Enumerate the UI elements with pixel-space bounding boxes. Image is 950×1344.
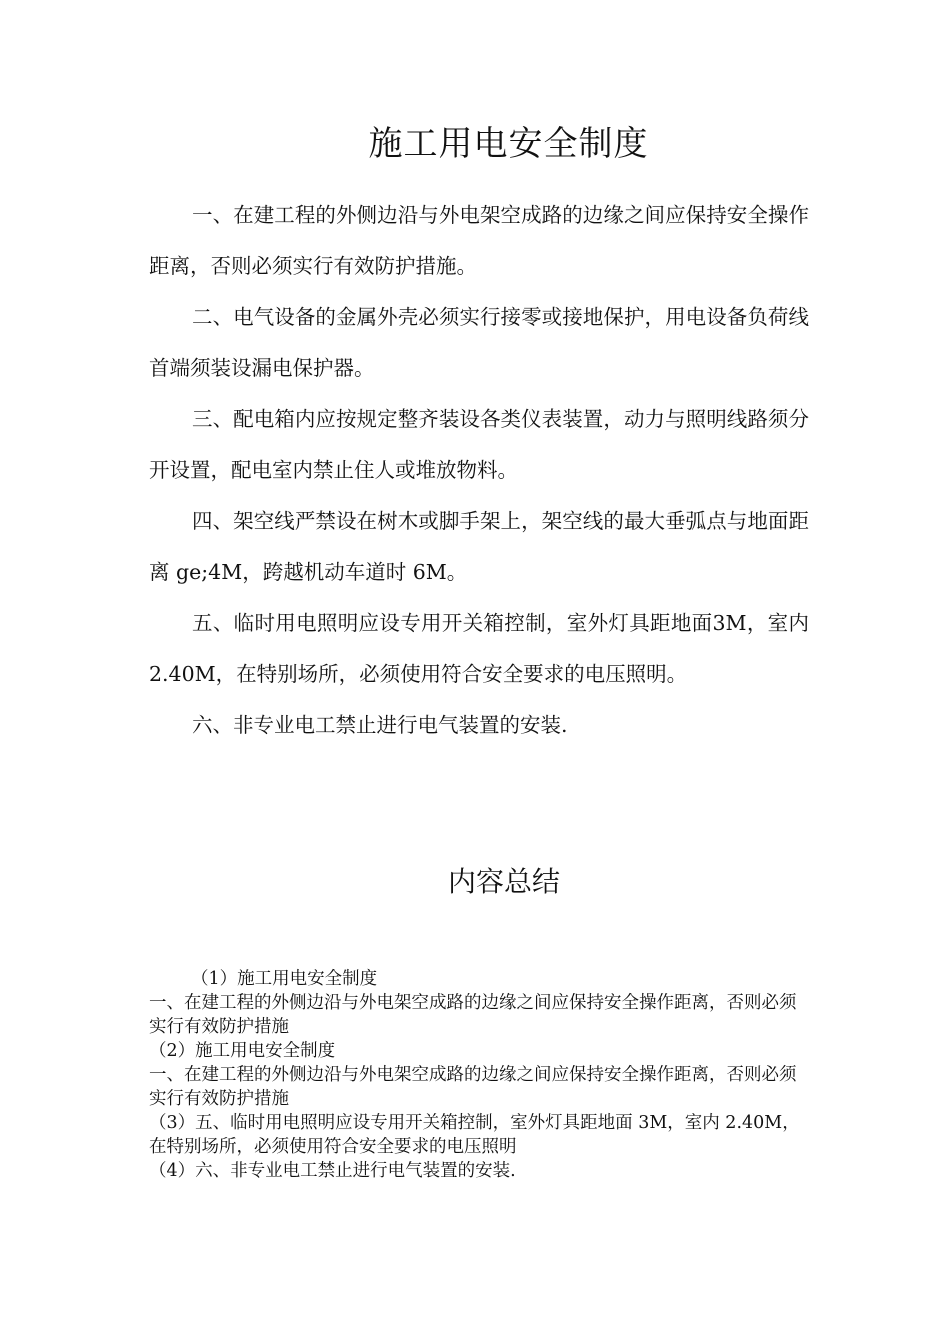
paragraph-1: 一、在建工程的外侧边沿与外电架空成路的边缘之间应保持安全操作距离，否则必须实行有效防护措施。 (149, 203, 809, 278)
page-title: 施工用电安全制度 (368, 124, 649, 164)
paragraph-6: 六、非专业电工禁止进行电气装置的安装. (192, 713, 568, 737)
paragraph-2: 二、电气设备的金属外壳必须实行接零或接地保护，用电设备负荷线首端须装设漏电保护器。 (149, 305, 809, 380)
summary-line-3: （2）施工用电安全制度 (149, 1041, 336, 1061)
summary-line-6: （4）六、非专业电工禁止进行电气装置的安装. (149, 1161, 516, 1181)
paragraph-4: 四、架空线严禁设在树木或脚手架上，架空线的最大垂弧点与地面距离 ge;4M，跨越机动车道时 6M。 (149, 509, 809, 584)
summary-section (149, 967, 809, 1183)
summary-line-1: （1）施工用电安全制度 (191, 969, 378, 989)
paragraph-3: 三、配电箱内应按规定整齐装设各类仪表装置，动力与照明线路须分开设置，配电室内禁止住人或堆放物料。 (149, 407, 809, 482)
summary-title: 内容总结 (447, 865, 560, 898)
document-body (149, 190, 809, 751)
paragraph-5: 五、临时用电照明应设专用开关箱控制，室外灯具距地面3M，室内 2.40M，在特别场所，必须使用符合安全要求的电压照明。 (149, 611, 809, 686)
summary-line-4: 一、在建工程的外侧边沿与外电架空成路的边缘之间应保持安全操作距离，否则必须实行有效防护措施 (149, 1065, 797, 1109)
summary-line-2: 一、在建工程的外侧边沿与外电架空成路的边缘之间应保持安全操作距离，否则必须实行有效防护措施 (149, 993, 797, 1037)
summary-line-5: （3）五、临时用电照明应设专用开关箱控制，室外灯具距地面 3M，室内 2.40M，在特别场所，必须使用符合安全要求的电压照明 (149, 1113, 800, 1157)
